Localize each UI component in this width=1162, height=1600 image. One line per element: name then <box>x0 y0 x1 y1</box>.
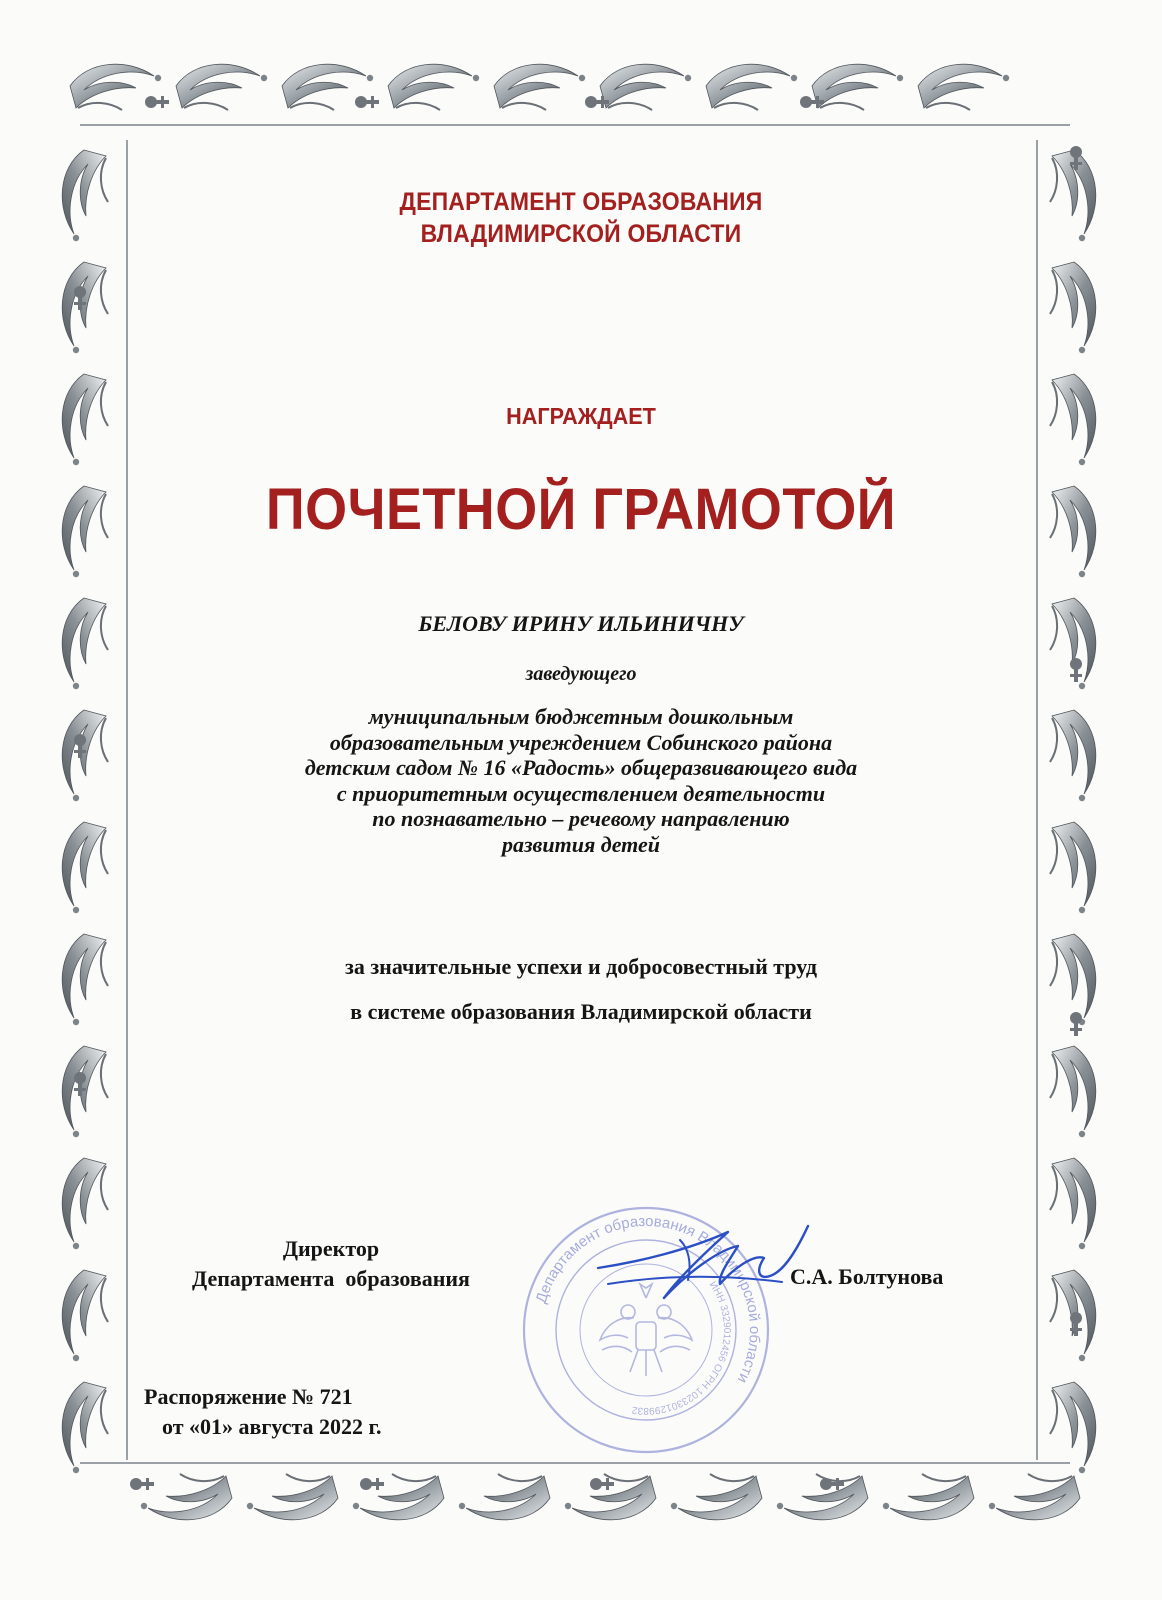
signatory-title <box>166 1234 496 1294</box>
issuer-line: ВЛАДИМИРСКОЙ ОБЛАСТИ <box>420 220 742 248</box>
recipient-position: заведующего <box>525 663 637 685</box>
signatory-title-line: Директор <box>282 1236 380 1261</box>
reason-line: за значительные успехи и добросовестный труд <box>344 954 818 979</box>
recipient-name: БЕЛОВУ ИРИНУ ИЛЬИНИЧНУ <box>418 611 744 636</box>
signatory-name: С.А. Болтунова <box>790 1264 944 1289</box>
signatory-title-line: Департамента образования <box>192 1266 470 1291</box>
institution-line: развития детей <box>501 831 661 857</box>
institution-description <box>0 704 1162 857</box>
institution-line: детским садом № 16 «Радость» общеразвивающего вида <box>304 755 858 780</box>
institution-line: образовательным учреждением Собинского района <box>329 729 833 755</box>
order-reference <box>144 1382 382 1442</box>
signature <box>568 1210 818 1320</box>
awards-label: НАГРАЖДАЕТ <box>506 403 656 429</box>
order-number: Распоряжение № 721 <box>144 1384 353 1409</box>
reason-line: в системе образования Владимирской области <box>350 999 812 1024</box>
stamp-inner-text: ИНН 3329012456 ОГРН 1023301299832 <box>631 1279 733 1417</box>
institution-line: с приоритетным осуществлением деятельности <box>336 780 826 806</box>
institution-line: муниципальным бюджетным дошкольным <box>368 704 794 729</box>
stamp-ring-text: Департамент образования Владимирской области <box>532 1212 764 1386</box>
issuer-heading <box>46 186 1115 250</box>
issuer-line: ДЕПАРТАМЕНТ ОБРАЗОВАНИЯ <box>399 188 763 216</box>
order-date: от «01» августа 2022 г. <box>162 1414 382 1439</box>
award-title: ПОЧЕТНОЙ ГРАМОТОЙ <box>265 477 897 542</box>
award-reason <box>0 944 1162 1034</box>
institution-line: по познавательно – речевому направлению <box>372 806 790 831</box>
